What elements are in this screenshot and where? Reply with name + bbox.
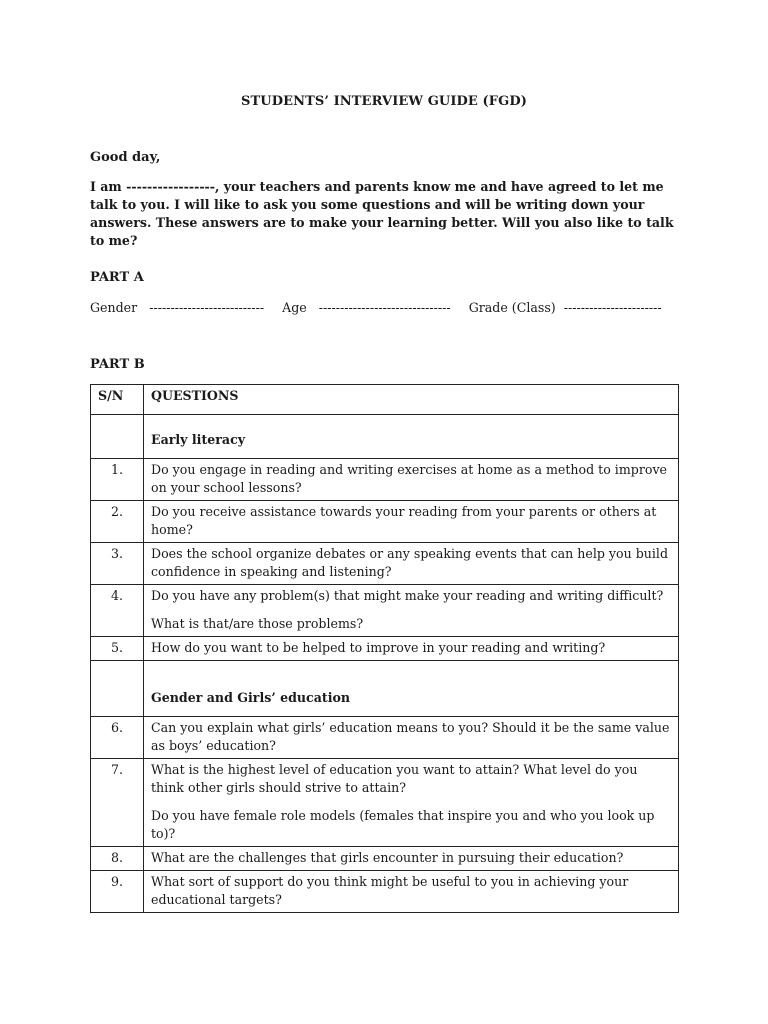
question-number: 3.	[91, 543, 144, 585]
grade-blank: -----------------------	[563, 300, 662, 315]
table-row	[91, 717, 679, 759]
question-number: 8.	[91, 847, 144, 871]
question-number: 9.	[91, 871, 144, 913]
question-text: What are the challenges that girls encounter in pursuing their education?	[151, 850, 624, 865]
table-row	[91, 585, 679, 637]
part-a-heading: PART A	[90, 270, 144, 285]
section-row	[91, 661, 679, 717]
question-cell	[144, 585, 679, 637]
question-cell	[144, 543, 679, 585]
age-blank: -------------------------------	[318, 300, 451, 315]
question-cell	[144, 759, 679, 847]
question-number: 7.	[91, 759, 144, 847]
header-questions: QUESTIONS	[144, 385, 679, 415]
table-row	[91, 501, 679, 543]
table-row	[91, 637, 679, 661]
question-cell	[144, 847, 679, 871]
grade-label: Grade (Class)	[468, 300, 556, 315]
question-text: How do you want to be helped to improve in your reading and writing?	[151, 640, 606, 655]
age-label: Age	[282, 300, 307, 315]
part-b-heading: PART B	[90, 357, 145, 372]
question-cell	[144, 459, 679, 501]
document-title: STUDENTS’ INTERVIEW GUIDE (FGD)	[241, 94, 527, 109]
table-row	[91, 847, 679, 871]
question-number: 5.	[91, 637, 144, 661]
question-text: Do you receive assistance towards your reading from your parents or others at home?	[151, 504, 657, 537]
question-number: 2.	[91, 501, 144, 543]
intro-text: I am -----------------, your teachers and parents know me and have agreed to let me talk to you. I will like to ask you some questions and will be writing down your answers. These answers are to make your learning better. Will you also like to talk to me?	[90, 179, 674, 248]
question-text: Can you explain what girls’ education means to you? Should it be the same value as boys’ education?	[151, 720, 670, 753]
question-text: What is the highest level of education you want to attain? What level do you think other girls should strive to attain?	[151, 762, 638, 795]
section-sn-cell	[91, 415, 144, 459]
gender-blank: ---------------------------	[149, 300, 265, 315]
question-cell	[144, 637, 679, 661]
questions-table	[90, 384, 679, 913]
table-header-row	[91, 385, 679, 415]
question-text: What sort of support do you think might be useful to you in achieving your educational targets?	[151, 874, 629, 907]
table-row	[91, 759, 679, 847]
greeting: Good day,	[90, 150, 161, 165]
question-text: Do you have any problem(s) that might make your reading and writing difficult?	[151, 588, 664, 603]
question-text: Do you have female role models (females that inspire you and who you look up to)?	[151, 808, 655, 841]
section-title: Early literacy	[144, 415, 679, 459]
table-row	[91, 459, 679, 501]
gender-label: Gender	[90, 300, 138, 315]
question-cell	[144, 501, 679, 543]
question-cell	[144, 717, 679, 759]
table-row	[91, 543, 679, 585]
question-text: What is that/are those problems?	[151, 616, 364, 631]
section-sn-cell	[91, 661, 144, 717]
question-number: 1.	[91, 459, 144, 501]
question-number: 4.	[91, 585, 144, 637]
question-cell	[144, 871, 679, 913]
section-row	[91, 415, 679, 459]
section-title: Gender and Girls’ education	[144, 661, 679, 717]
intro-paragraph	[90, 178, 690, 250]
question-text: Does the school organize debates or any speaking events that can help you build confidence in speaking and listening?	[151, 546, 669, 579]
question-number: 6.	[91, 717, 144, 759]
question-text: Do you engage in reading and writing exercises at home as a method to improve on your school lessons?	[151, 462, 668, 495]
table-row	[91, 871, 679, 913]
demographics-line	[90, 300, 690, 315]
header-sn: S/N	[91, 385, 144, 415]
